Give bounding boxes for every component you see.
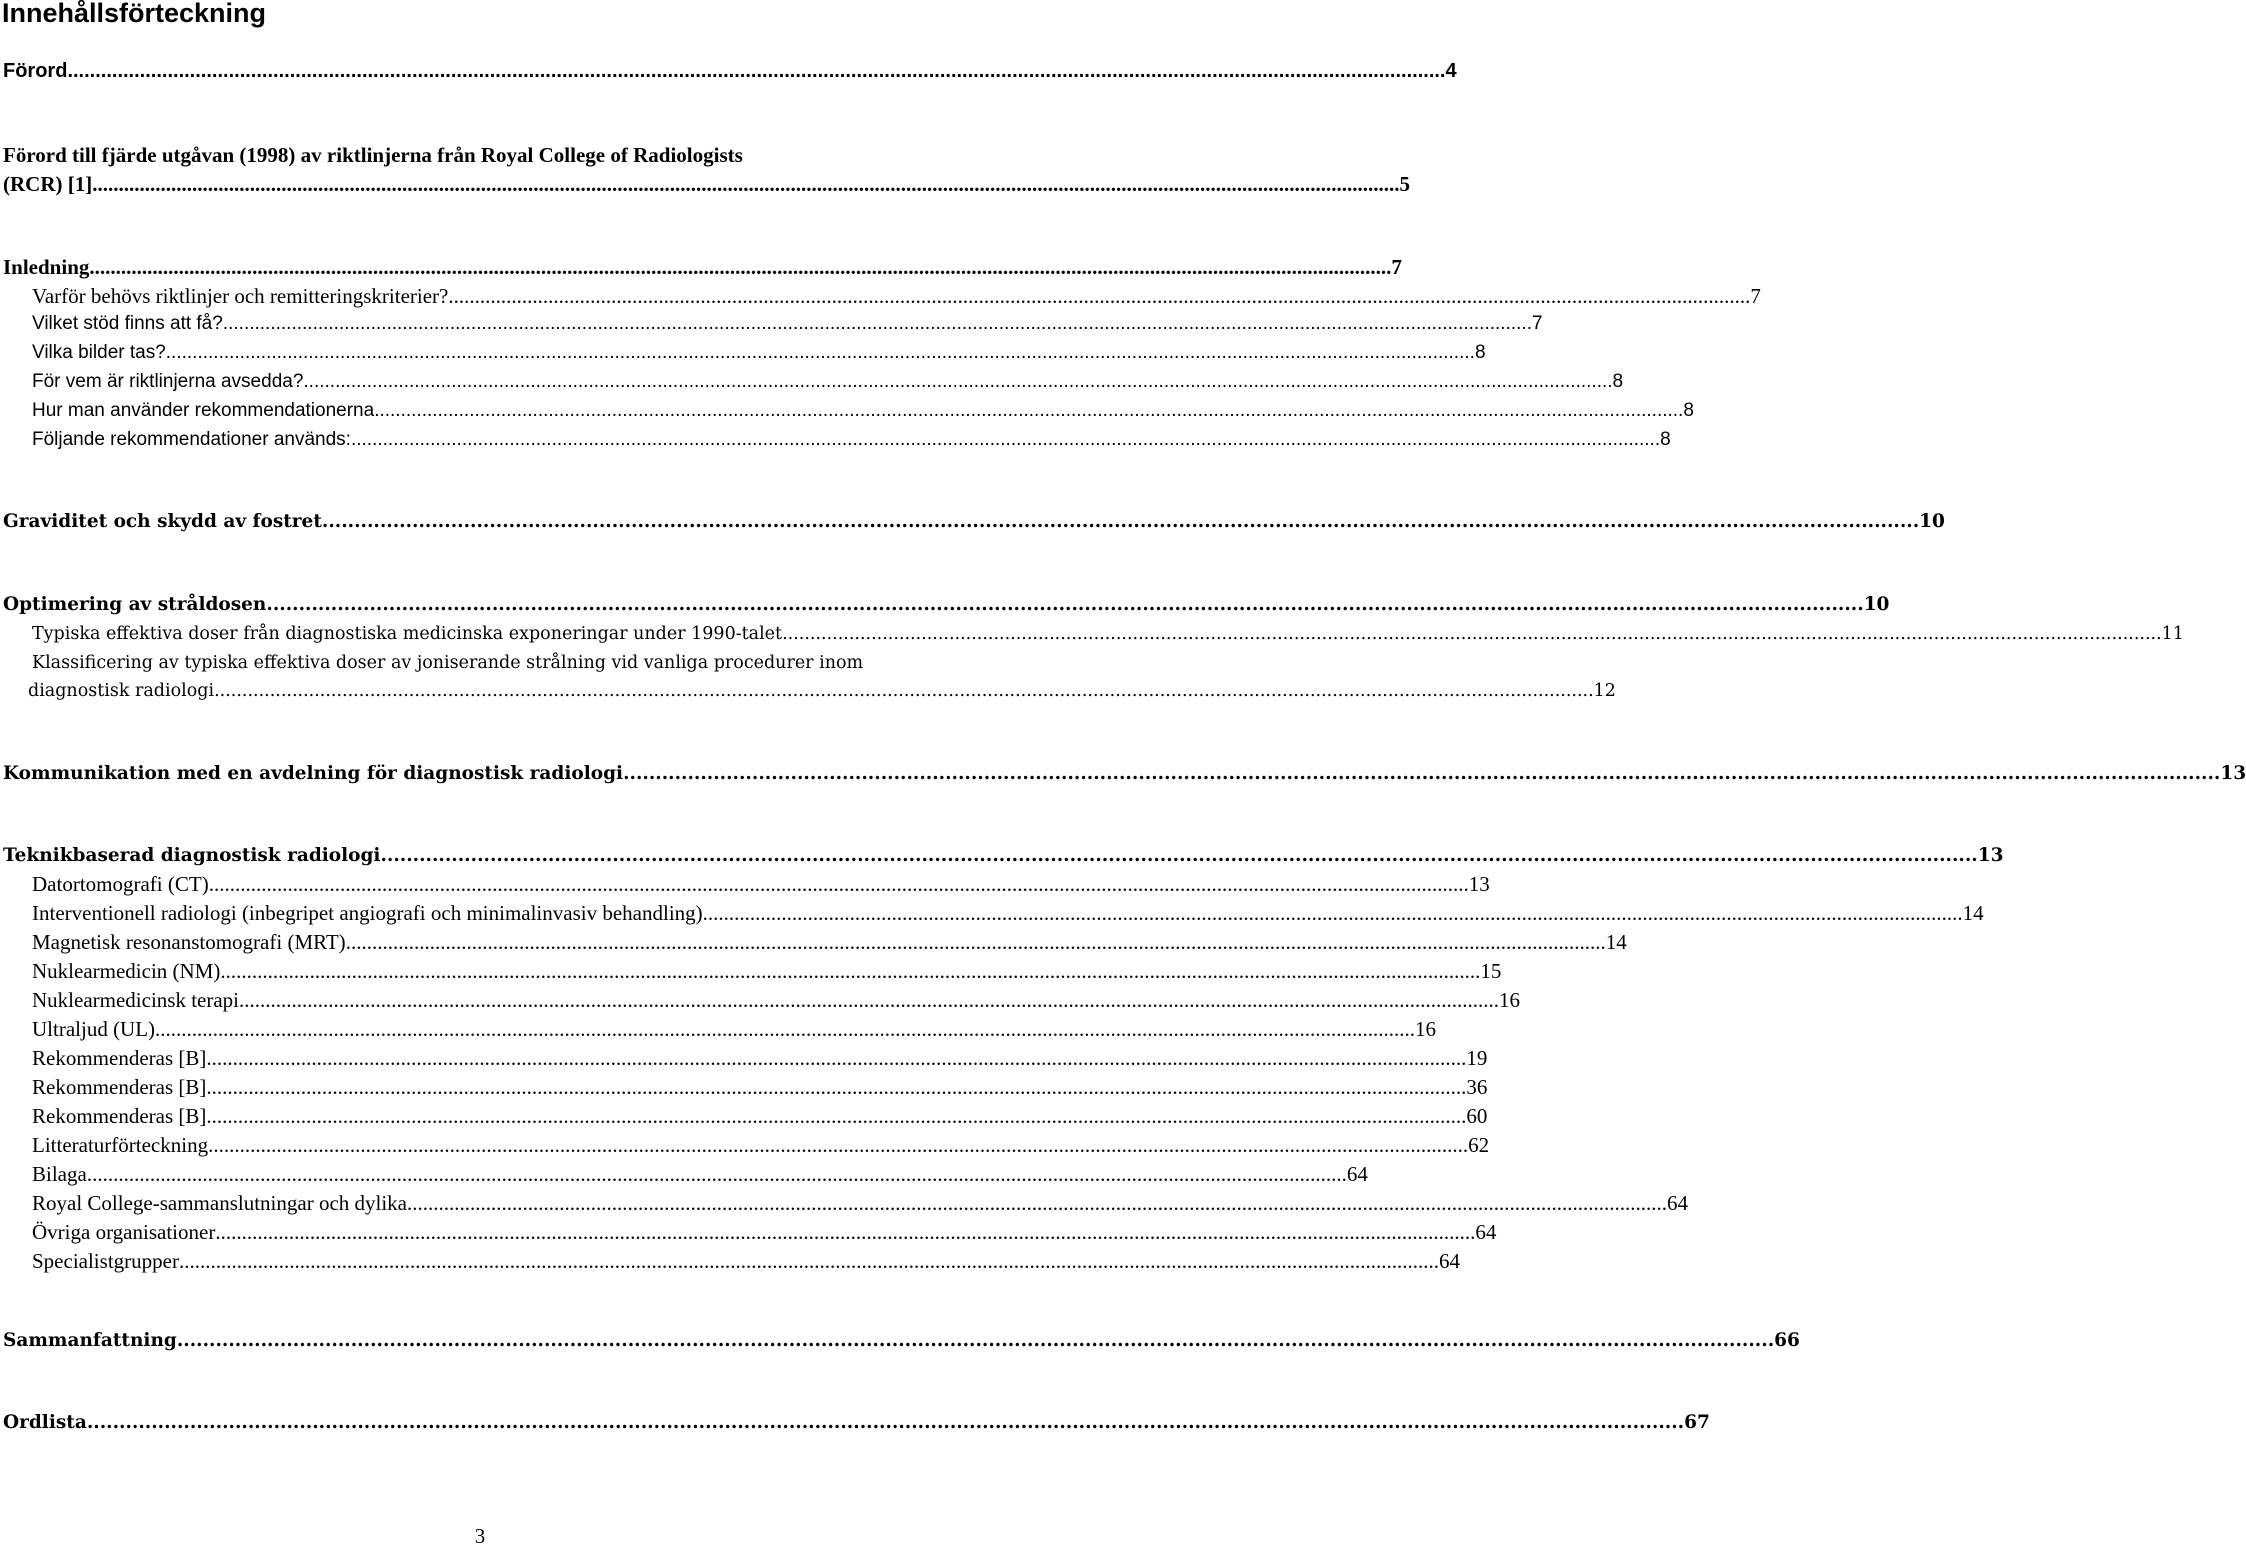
toc-leader: ........................................................................................................................................................................................................................................................: [67, 60, 1446, 82]
toc-entry-sub-item[interactable]: [32, 1015, 1437, 1043]
toc-entry-inledning[interactable]: [3, 254, 1402, 281]
toc-leader: ................................................................................................................................................................................................................................................: [220, 959, 1481, 983]
toc-page: 36: [1466, 1075, 1488, 1099]
toc-page: 8: [1683, 400, 1694, 421]
toc-entry-optimering[interactable]: [3, 591, 1890, 619]
toc-label: Inledning: [3, 255, 90, 279]
toc-page: 64: [1475, 1220, 1497, 1244]
page-number: 3: [474, 1524, 486, 1548]
toc-entry-sub-item[interactable]: [32, 1160, 1368, 1188]
toc-page: 16: [1415, 1017, 1437, 1041]
toc-entry-graviditet[interactable]: [3, 508, 1945, 536]
toc-leader: ........................................................................................................................................................................................................................................................: [321, 511, 1920, 532]
toc-page: 64: [1346, 1162, 1368, 1186]
toc-page: 10: [1919, 511, 1945, 532]
toc-leader: ................................................................................................................................................................................................................................................: [206, 1104, 1467, 1128]
toc-label: Bilaga: [32, 1162, 87, 1186]
toc-page: 8: [1612, 371, 1624, 392]
toc-label: Magnetisk resonanstomografi (MRT): [32, 930, 346, 954]
toc-leader: ........................................................................................................................................................................................................................................................: [176, 1330, 1775, 1351]
toc-page: 4: [1445, 60, 1457, 82]
toc-entry-klassificering-line1[interactable]: Klassificering av typiska effektiva doser av joniserande strålning vid vanliga procedurer inom: [32, 653, 864, 673]
toc-page: 60: [1466, 1104, 1488, 1128]
toc-leader: ........................................................................................................................................................................................................................................................: [350, 429, 1661, 450]
toc-label: Specialistgrupper: [32, 1249, 179, 1273]
toc-entry-for-vem[interactable]: [32, 368, 1624, 396]
toc-leader: ........................................................................................................................................................................................................................................................: [448, 284, 1751, 308]
toc-page: 11: [2161, 624, 2184, 644]
toc-label: Typiska effektiva doser från diagnostiska medicinska exponeringar under 1990-talet: [32, 624, 783, 644]
toc-page: 10: [1863, 594, 1890, 615]
toc-page: 7: [1391, 255, 1402, 279]
toc-page: 64: [1667, 1191, 1689, 1215]
toc-page: 7: [1531, 313, 1543, 334]
toc-label: Följande rekommendationer används:: [32, 429, 351, 450]
toc-entry-sub-item[interactable]: [32, 1102, 1488, 1130]
toc-page: 14: [1605, 930, 1627, 954]
toc-page: 15: [1480, 959, 1502, 983]
toc-leader: ........................................................................................................................................................................................................................................................: [86, 1412, 1685, 1433]
toc-label: Nuklearmedicinsk terapi: [32, 988, 240, 1012]
toc-leader: ................................................................................................................................................................................................................................................: [208, 872, 1469, 896]
toc-page: 5: [1399, 172, 1410, 196]
toc-leader: ................................................................................................................................................................................................................................................: [345, 930, 1606, 954]
toc-page: 13: [2220, 763, 2246, 784]
toc-leader: ................................................................................................................................................................................................................................................: [215, 1220, 1476, 1244]
toc-label: Datortomografi (CT): [32, 872, 209, 896]
toc-label: Varför behövs riktlinjer och remitteringskriterier?: [32, 284, 449, 308]
toc-entry-sub-item[interactable]: [32, 1247, 1460, 1275]
toc-label: Teknikbaserad diagnostisk radiologi: [3, 845, 381, 866]
toc-label: Hur man använder rekommendationerna: [32, 400, 375, 421]
toc-leader: ................................................................................................................................................................................................................................................: [86, 1162, 1347, 1186]
toc-page: 8: [1660, 429, 1671, 450]
toc-page: 67: [1684, 1412, 1710, 1433]
toc-page: 66: [1774, 1330, 1800, 1351]
toc-leader: ................................................................................................................................................................................................................................................: [407, 1191, 1668, 1215]
toc-label: Ultraljud (UL): [32, 1017, 156, 1041]
toc-page: 16: [1499, 988, 1521, 1012]
toc-page: 7: [1750, 284, 1761, 308]
toc-label: diagnostisk radiologi: [28, 681, 215, 701]
toc-entry-varfor[interactable]: [32, 283, 1761, 310]
toc-entry-typiska[interactable]: [32, 620, 2184, 648]
toc-entry-forord[interactable]: [3, 58, 1457, 84]
toc-entry-foljande[interactable]: [32, 426, 1671, 454]
toc-entry-sub-item[interactable]: [32, 1189, 1689, 1217]
toc-label: Royal College-sammanslutningar och dylika: [32, 1191, 408, 1215]
toc-label: Vilket stöd finns att få?: [32, 313, 223, 334]
toc-entry-sub-item[interactable]: [32, 1218, 1497, 1246]
toc-page: 13: [1468, 872, 1490, 896]
toc-leader: ................................................................................................................................................................................................................................................: [155, 1017, 1416, 1041]
toc-entry-kommunikation[interactable]: [3, 760, 2246, 788]
toc-label: Kommunikation med en avdelning för diagnostisk radiologi: [3, 763, 624, 784]
toc-entry-sammanfattning[interactable]: [3, 1327, 1800, 1355]
toc-entry-sub-item[interactable]: [32, 870, 1490, 898]
toc-label: Nuklearmedicin (NM): [32, 959, 221, 983]
toc-leader: ................................................................................................................................................................................................................................................: [239, 988, 1500, 1012]
toc-entry-sub-item[interactable]: [32, 957, 1502, 985]
toc-label: Interventionell radiologi (inbegripet angiografi och minimalinvasiv behandling): [32, 901, 703, 925]
toc-label: Rekommenderas [B]: [32, 1104, 207, 1128]
toc-entry-klassificering[interactable]: [28, 677, 1616, 705]
toc-label: Övriga organisationer: [32, 1220, 216, 1244]
toc-page: 14: [1962, 901, 1984, 925]
toc-leader: ................................................................................................................................................................................................................................................: [702, 901, 1963, 925]
toc-entry-ordlista[interactable]: [3, 1409, 1710, 1437]
toc-entry-teknikbaserad[interactable]: [3, 842, 2004, 870]
toc-entry-forord-rcr-line1[interactable]: Förord till fjärde utgåvan (1998) av riktlinjerna från Royal College of Radiologists: [3, 143, 743, 167]
toc-leader: ........................................................................................................................................................................................................................................................: [214, 681, 1594, 701]
toc-label: Ordlista: [3, 1412, 87, 1433]
toc-leader: ........................................................................................................................................................................................................................................................: [374, 400, 1684, 421]
toc-leader: ........................................................................................................................................................................................................................................................: [303, 371, 1613, 392]
toc-page: 64: [1438, 1249, 1460, 1273]
toc-entry-sub-item[interactable]: [32, 899, 1984, 927]
toc-leader: ................................................................................................................................................................................................................................................: [208, 1133, 1469, 1157]
toc-label: Förord: [3, 60, 68, 82]
toc-entry-forord-rcr[interactable]: [3, 170, 1410, 198]
toc-page: 62: [1468, 1133, 1490, 1157]
toc-page: 12: [1593, 681, 1616, 701]
toc-entry-sub-item[interactable]: [32, 928, 1627, 956]
toc-label: (RCR) [1].: [3, 172, 98, 196]
toc-leader: ........................................................................................................................................................................................................................................................: [380, 845, 1978, 866]
toc-leader: ........................................................................................................................................................................................................................................................: [782, 624, 2162, 644]
toc-leader: ........................................................................................................................................................................................................................................................: [165, 342, 1475, 363]
toc-entry-vilka-bilder[interactable]: [32, 339, 1486, 367]
toc-label: Optimering av stråldosen: [3, 594, 267, 615]
toc-leader: ................................................................................................................................................................................................................................................: [178, 1249, 1439, 1273]
page-title: Innehållsförteckning: [2, 0, 267, 28]
toc-label: Vilka bilder tas?: [32, 342, 166, 363]
toc-entry-vilket-stod[interactable]: [32, 310, 1543, 338]
toc-entry-sub-item[interactable]: [32, 1073, 1488, 1101]
toc-entry-sub-item[interactable]: [32, 1044, 1488, 1072]
toc-leader: ........................................................................................................................................................................................................................................................: [623, 763, 2221, 784]
toc-page: 13: [1977, 845, 2004, 866]
toc-leader: ........................................................................................................................................................................................................................................................: [222, 313, 1532, 334]
toc-label: Sammanfattning: [3, 1330, 177, 1351]
toc-label: För vem är riktlinjerna avsedda?: [32, 371, 304, 392]
toc-entry-sub-item[interactable]: [32, 986, 1521, 1014]
toc-label: Rekommenderas [B]: [32, 1075, 207, 1099]
toc-leader: ........................................................................................................................................................................................................................................................: [89, 255, 1392, 279]
toc-page: 8: [1474, 342, 1486, 363]
toc-entry-hur-man[interactable]: [32, 397, 1694, 425]
toc-page: 19: [1466, 1046, 1488, 1070]
toc-label: Graviditet och skydd av fostret: [3, 511, 322, 532]
toc-leader: ................................................................................................................................................................................................................................................: [206, 1046, 1467, 1070]
toc-entry-sub-item[interactable]: [32, 1131, 1490, 1159]
toc-label: Litteraturförteckning: [32, 1133, 209, 1157]
toc-leader: ........................................................................................................................................................................................................................................................: [266, 594, 1864, 615]
toc-leader: ................................................................................................................................................................................................................................................: [206, 1075, 1467, 1099]
toc-label: Rekommenderas [B]: [32, 1046, 207, 1070]
toc-leader: ........................................................................................................................................................................................................................................................: [97, 172, 1400, 196]
